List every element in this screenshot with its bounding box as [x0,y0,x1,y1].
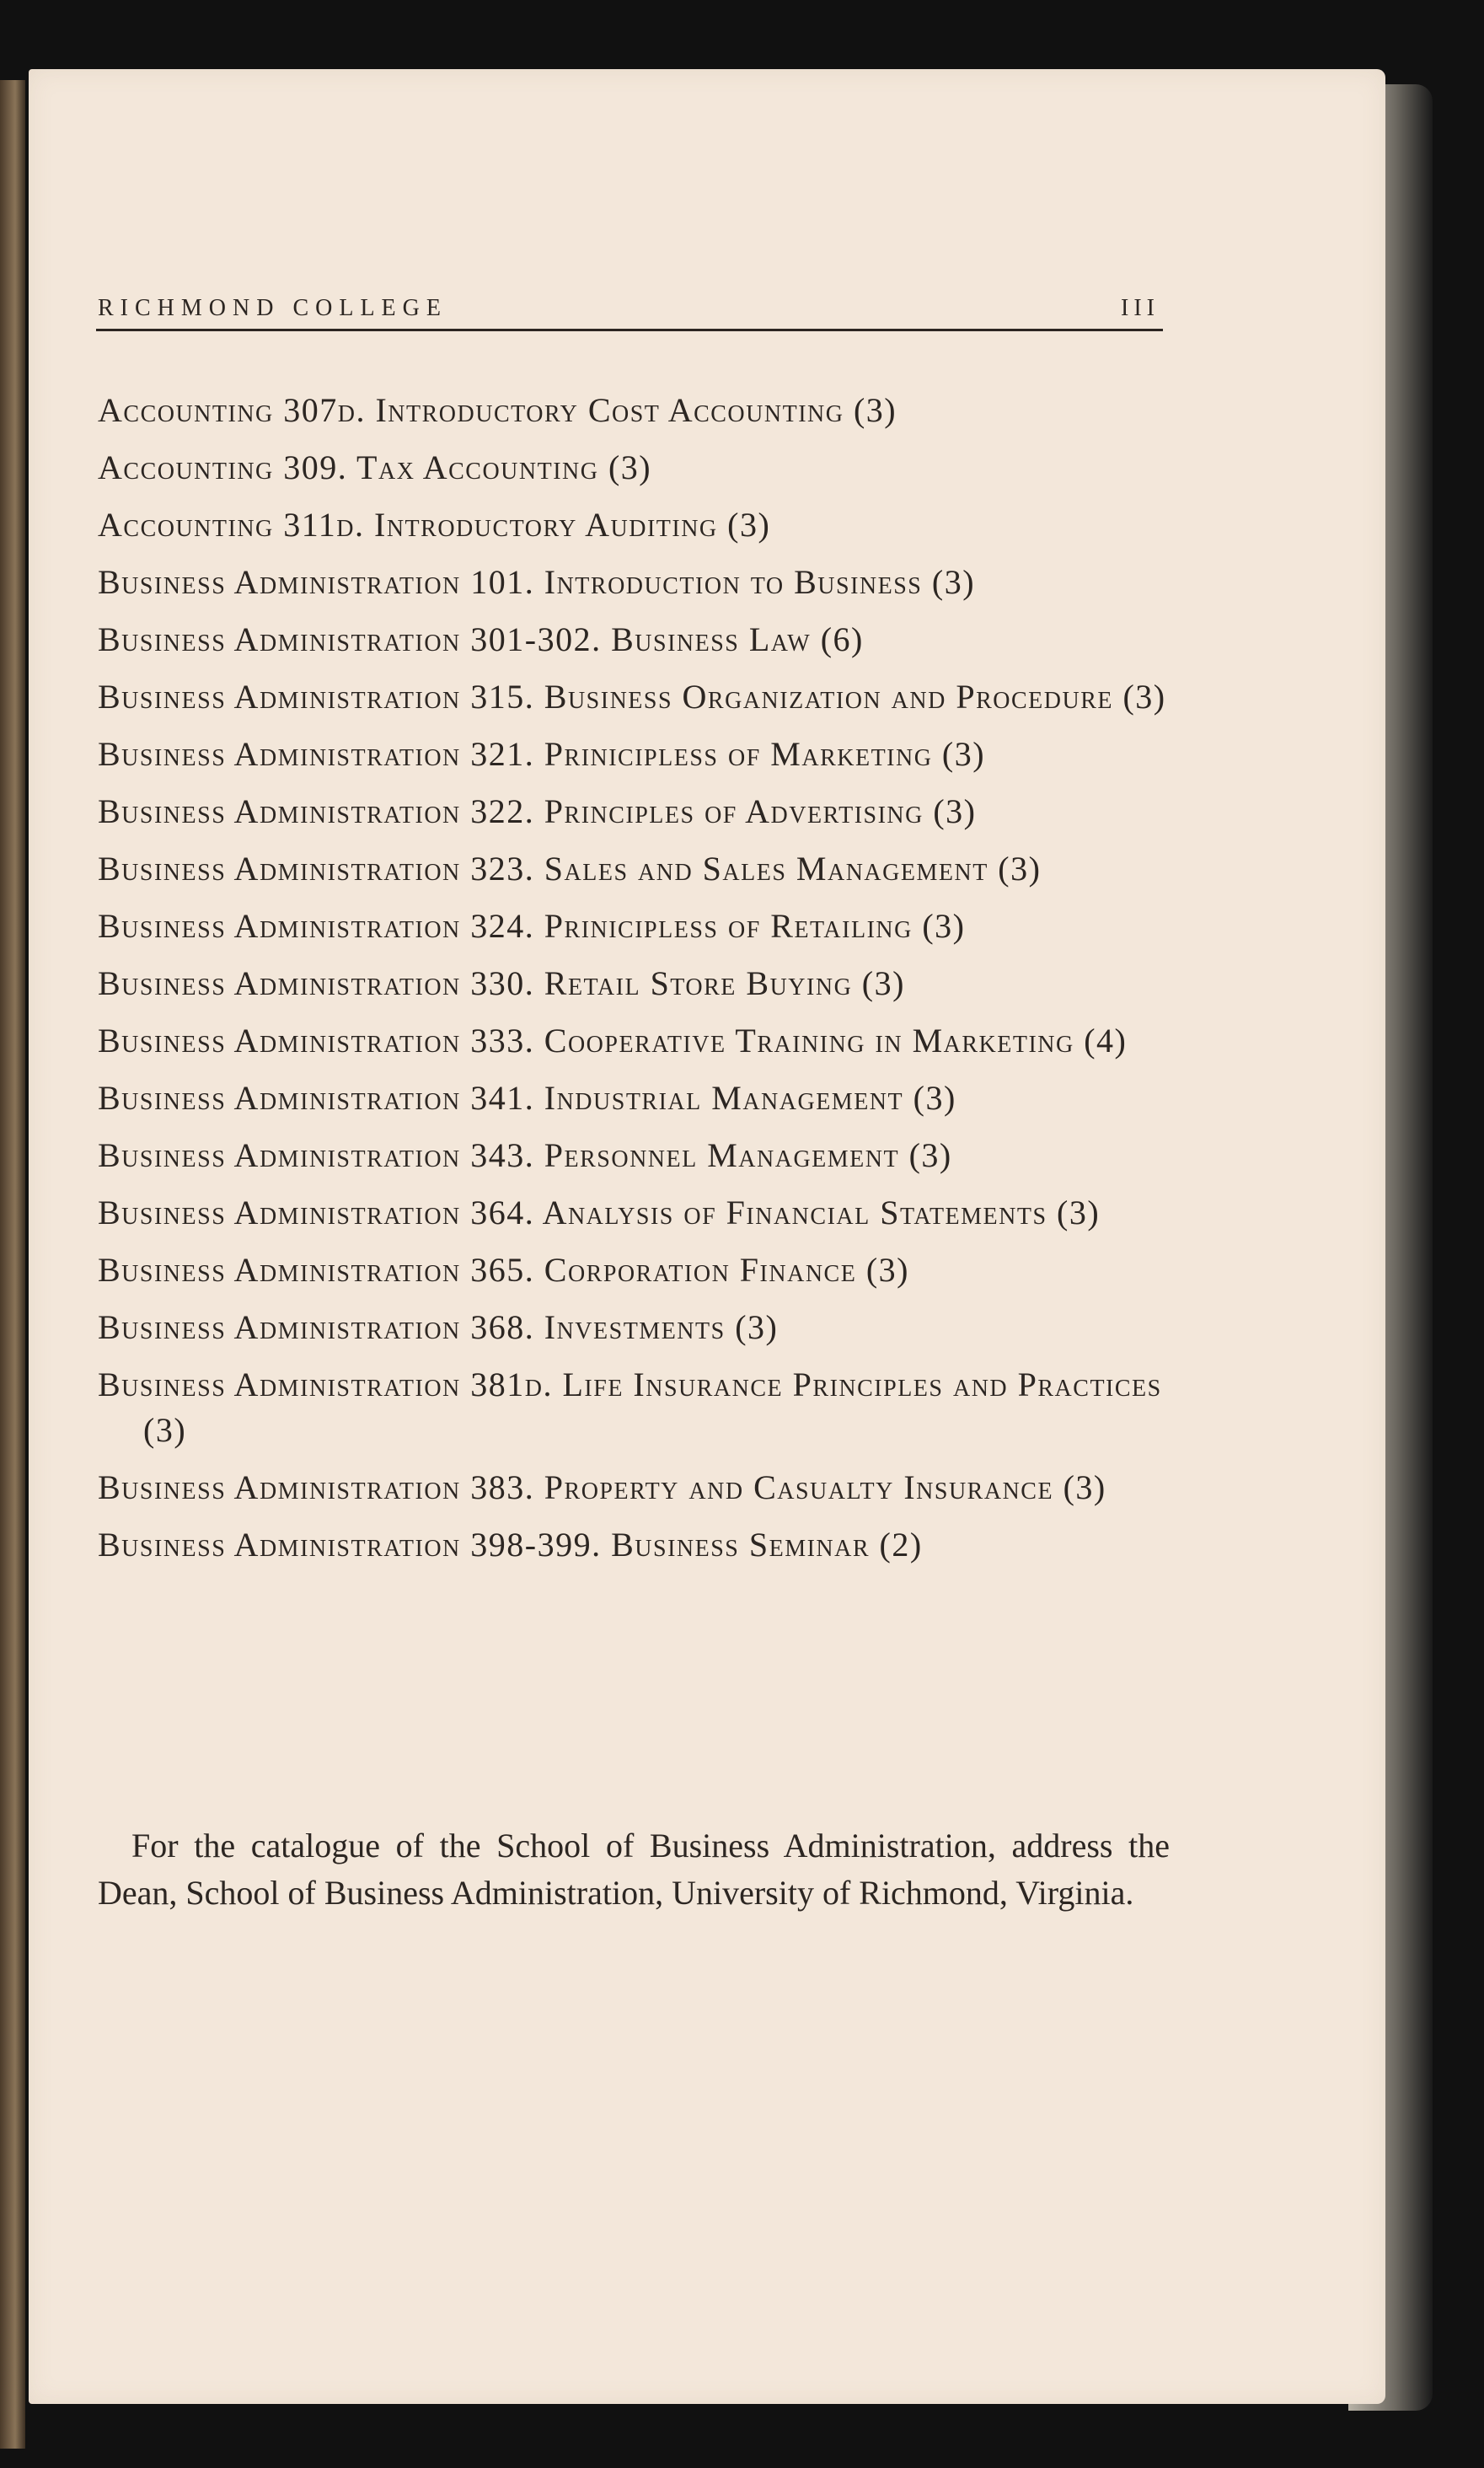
course-entry: Accounting 309. Tax Accounting (3) [98,448,652,486]
course-list [98,388,1176,1580]
left-page-edge [0,80,25,2449]
page-number: III [1121,295,1160,321]
course-entry: Business Administration 364. Analysis of Financial Statements (3) [98,1194,1101,1231]
running-head [96,287,1163,331]
course-entry: Business Administration 330. Retail Store Buying (3) [98,964,905,1002]
course-entry: Business Administration 315. Business Organization and Procedure (3) [98,678,1166,716]
course-entry: Accounting 307d. Introductory Cost Accounting (3) [98,391,897,429]
course-entry: Business Administration 322. Principles of Advertising (3) [98,792,977,830]
course-entry: Accounting 311d. Introductory Auditing (3) [98,506,771,544]
course-entry: Business Administration 381d. Life Insurance Principles and Practices (3) [98,1365,1162,1449]
course-entry: Business Administration 368. Investments (3) [98,1308,779,1346]
course-entry: Business Administration 365. Corporation Finance (3) [98,1251,909,1289]
course-entry: Business Administration 383. Property and Casualty Insurance (3) [98,1468,1106,1506]
course-entry: Business Administration 333. Cooperative Training in Marketing (4) [98,1022,1128,1060]
course-entry: Business Administration 324. Prinicipless of Retailing (3) [98,907,966,945]
running-head-title: RICHMOND COLLEGE [98,295,447,321]
course-entry: Business Administration 323. Sales and Sales Management (3) [98,850,1042,888]
course-entry: Business Administration 343. Personnel Management (3) [98,1136,952,1174]
course-entry: Business Administration 301-302. Business Law (6) [98,620,864,658]
catalogue-note: For the catalogue of the School of Business Administration, address the Dean, School of Business Administration, University of Richmond, Virginia. [98,1827,1170,1912]
course-entry: Business Administration 101. Introduction to Business (3) [98,563,976,601]
course-entry: Business Administration 398-399. Business Seminar (2) [98,1526,923,1564]
course-entry: Business Administration 341. Industrial Management (3) [98,1079,956,1117]
course-entry: Business Administration 321. Prinicipless of Marketing (3) [98,735,986,773]
